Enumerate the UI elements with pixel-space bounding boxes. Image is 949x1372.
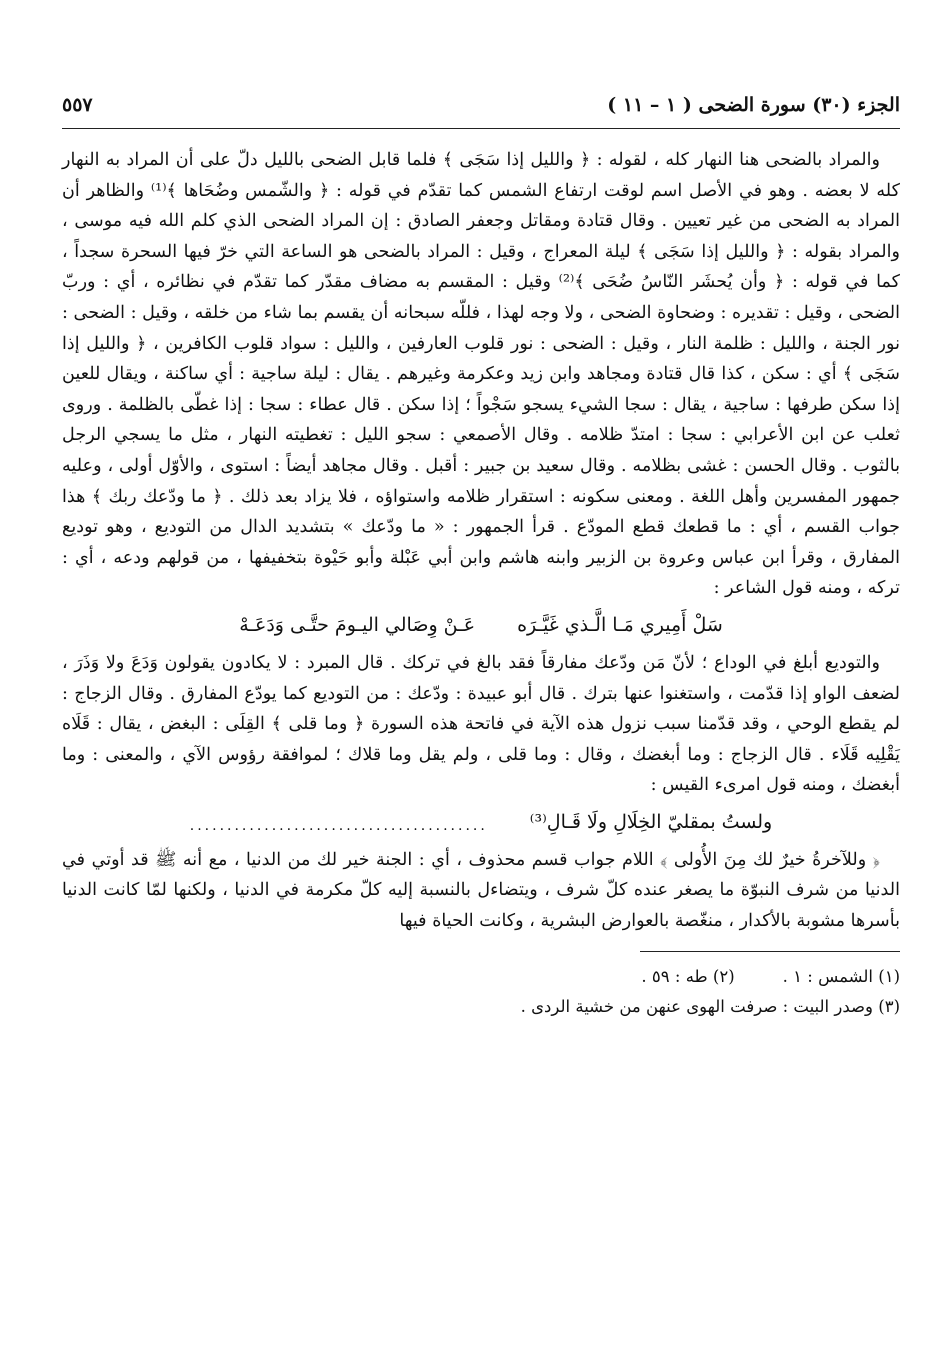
footnotes (62, 962, 900, 1022)
verse-1-second-hemistich: عَـنْ وِصَالي اليـومَ حتَّـى وَدَعَـهْ (239, 613, 476, 636)
verse-1-first-hemistich: سَلْ أَمِيري مَـا الَّـذي غَيَّـرَه (517, 613, 723, 636)
main-text (62, 145, 900, 937)
paragraph-2: والتوديع أبلغ في الوداع ؛ لأنّ مَن ودّعك مفارقاً فقد بالغ في تركك . قال المبرد : لا يكادون يقولون وَدَعَ ولا وَذَرَ ، لضعف الواو إذا قدّمت ، واستغنوا عنها بترك . قال أبو عبيدة : ودّعك : من التوديع كما يودّع المفارق . وقال الزجاج : لم يقطع الوحي ، وقد قدّمنا سبب نزول هذه الآية في فاتحة هذه السورة ﴿ وما قلى ﴾ القِلَى : البغض ، يقال : قَلَاه يَقْلِيه قَلَاء . قال الزجاج : وما أبغضك ، وقال : وما قلى ، ولم يقل وما قلاك ؛ لموافقة رؤوس الآي ، والمعنى : وما أبغضك ، ومنه قول امرىء القيس : (62, 652, 900, 796)
book-page (62, 88, 900, 1022)
page-number: ٥٥٧ (62, 94, 93, 116)
verse-2 (62, 805, 900, 839)
running-head: الجزء (٣٠) سورة الضحى ( ١ – ١١ ) (607, 94, 900, 116)
footnote-3: (٣) وصدر البيت : صرفت الهوى عنهن من خشية الردى . (520, 996, 900, 1016)
footnote-1: (١) الشمس : ١ . (782, 966, 900, 986)
verse-2-second-hemistich: ولستُ بمقليّ الخِلَالِ ولَا قَـالِ⁽³⁾ (529, 810, 773, 833)
paragraph-3: ﴿ وللآخرةُ خيرٌ لك مِنَ الأُولى ﴾ اللام جواب قسم محذوف ، أي : الجنة خير لك من الدنيا ، مع أنه ﷺ قد أوتي في الدنيا من شرف النبوّة ما يصغر عنده كلّ شرف ، ويتضاءل بالنسبة إليه كلّ مكرمة في الدنيا ، ولكنها لمّا كانت الدنيا بأسرها مشوبة بالأكدار ، منغّصة بالعوارض البشرية ، وكانت الحياة فيها (62, 849, 900, 932)
footnote-separator (640, 951, 900, 952)
footnote-2: (٢) طه : ٥٩ . (641, 966, 735, 986)
paragraph-1: والمراد بالضحى هنا النهار كله ، لقوله : ﴿ والليل إذا سَجَى ﴾ فلما قابل الضحى بالليل دلّ على أن المراد به النهار كله لا بعضه . وهو في الأصل اسم لوقت ارتفاع الشمس كما تقدّم في قوله : ﴿ والشّمس وضُحَاها ﴾⁽¹⁾ والظاهر أن المراد به الضحى من غير تعيين . وقال قتادة ومقاتل وجعفر الصادق : إن المراد الضحى الذي كلم الله فيه موسى ، والمراد بقوله : ﴿ والليل إذا سَجَى ﴾ ليلة المعراج ، وقيل : المراد بالضحى هو الساعة التي خرّ فيها السحرة سجداً ، كما في قوله : ﴿ وأن يُحشَر النّاسُ ضُحَى ﴾⁽²⁾ وقيل : المقسم به مضاف مقدّر كما تقدّم في نظائره ، أي : وربّ الضحى ، وقيل : تقديره : وضحاوة الضحى ، ولا وجه لهذا ، فللّه سبحانه أن يقسم بما شاء من خلقه ، وقيل : الضحى : نور الجنة ، والليل : ظلمة النار ، وقيل : الضحى : نور قلوب العارفين ، والليل : سواد قلوب الكافرين ، ﴿ والليل إذا سَجَى ﴾ أي : سكن ، كذا قال قتادة ومجاهد وابن زيد وعكرمة وغيرهم . يقال : ليلة ساجية : أي ساكنة ، ويقال للعين إذا سكن طرفها : ساجية ، يقال : سجا الشيء يسجو سَجْواً ؛ إذا سكن . قال عطاء : سجا : إذا غطّى بالظلمة . وروى ثعلب عن ابن الأعرابي : سجا : امتدّ ظلامه . وقال الأصمعي : سجو الليل : تغطيته النهار ، مثل ما يسجي الرجل بالثوب . وقال الحسن : غشى بظلامه . وقال سعيد بن جبير : أقبل . وقال مجاهد أيضاً : استوى ، والأوّل أولى ، وعليه جمهور المفسرين وأهل اللغة . ومعنى سكونه : استقرار ظلامه واستواؤه ، فلا يزاد بعد ذلك . ﴿ ما ودّعك ربك ﴾ هذا جواب القسم ، أي : ما قطعك قطع المودّع . قرأ الجمهور : « ما ودّعك » بتشديد الدال من التوديع ، وهو توديع المفارق ، وقرأ ابن عباس وعروة بن الزبير وابنه هاشم وابن أبي عَبْلة وأبو حَيْوة بتخفيفها ، من قولهم ودعه ، أي : تركه ، ومنه قول الشاعر : (62, 150, 900, 599)
verse-2-omitted-hemistich: ........................................ (189, 817, 488, 834)
footnote-row-1 (62, 962, 900, 992)
page-header (62, 88, 900, 129)
verse-1 (62, 608, 900, 642)
